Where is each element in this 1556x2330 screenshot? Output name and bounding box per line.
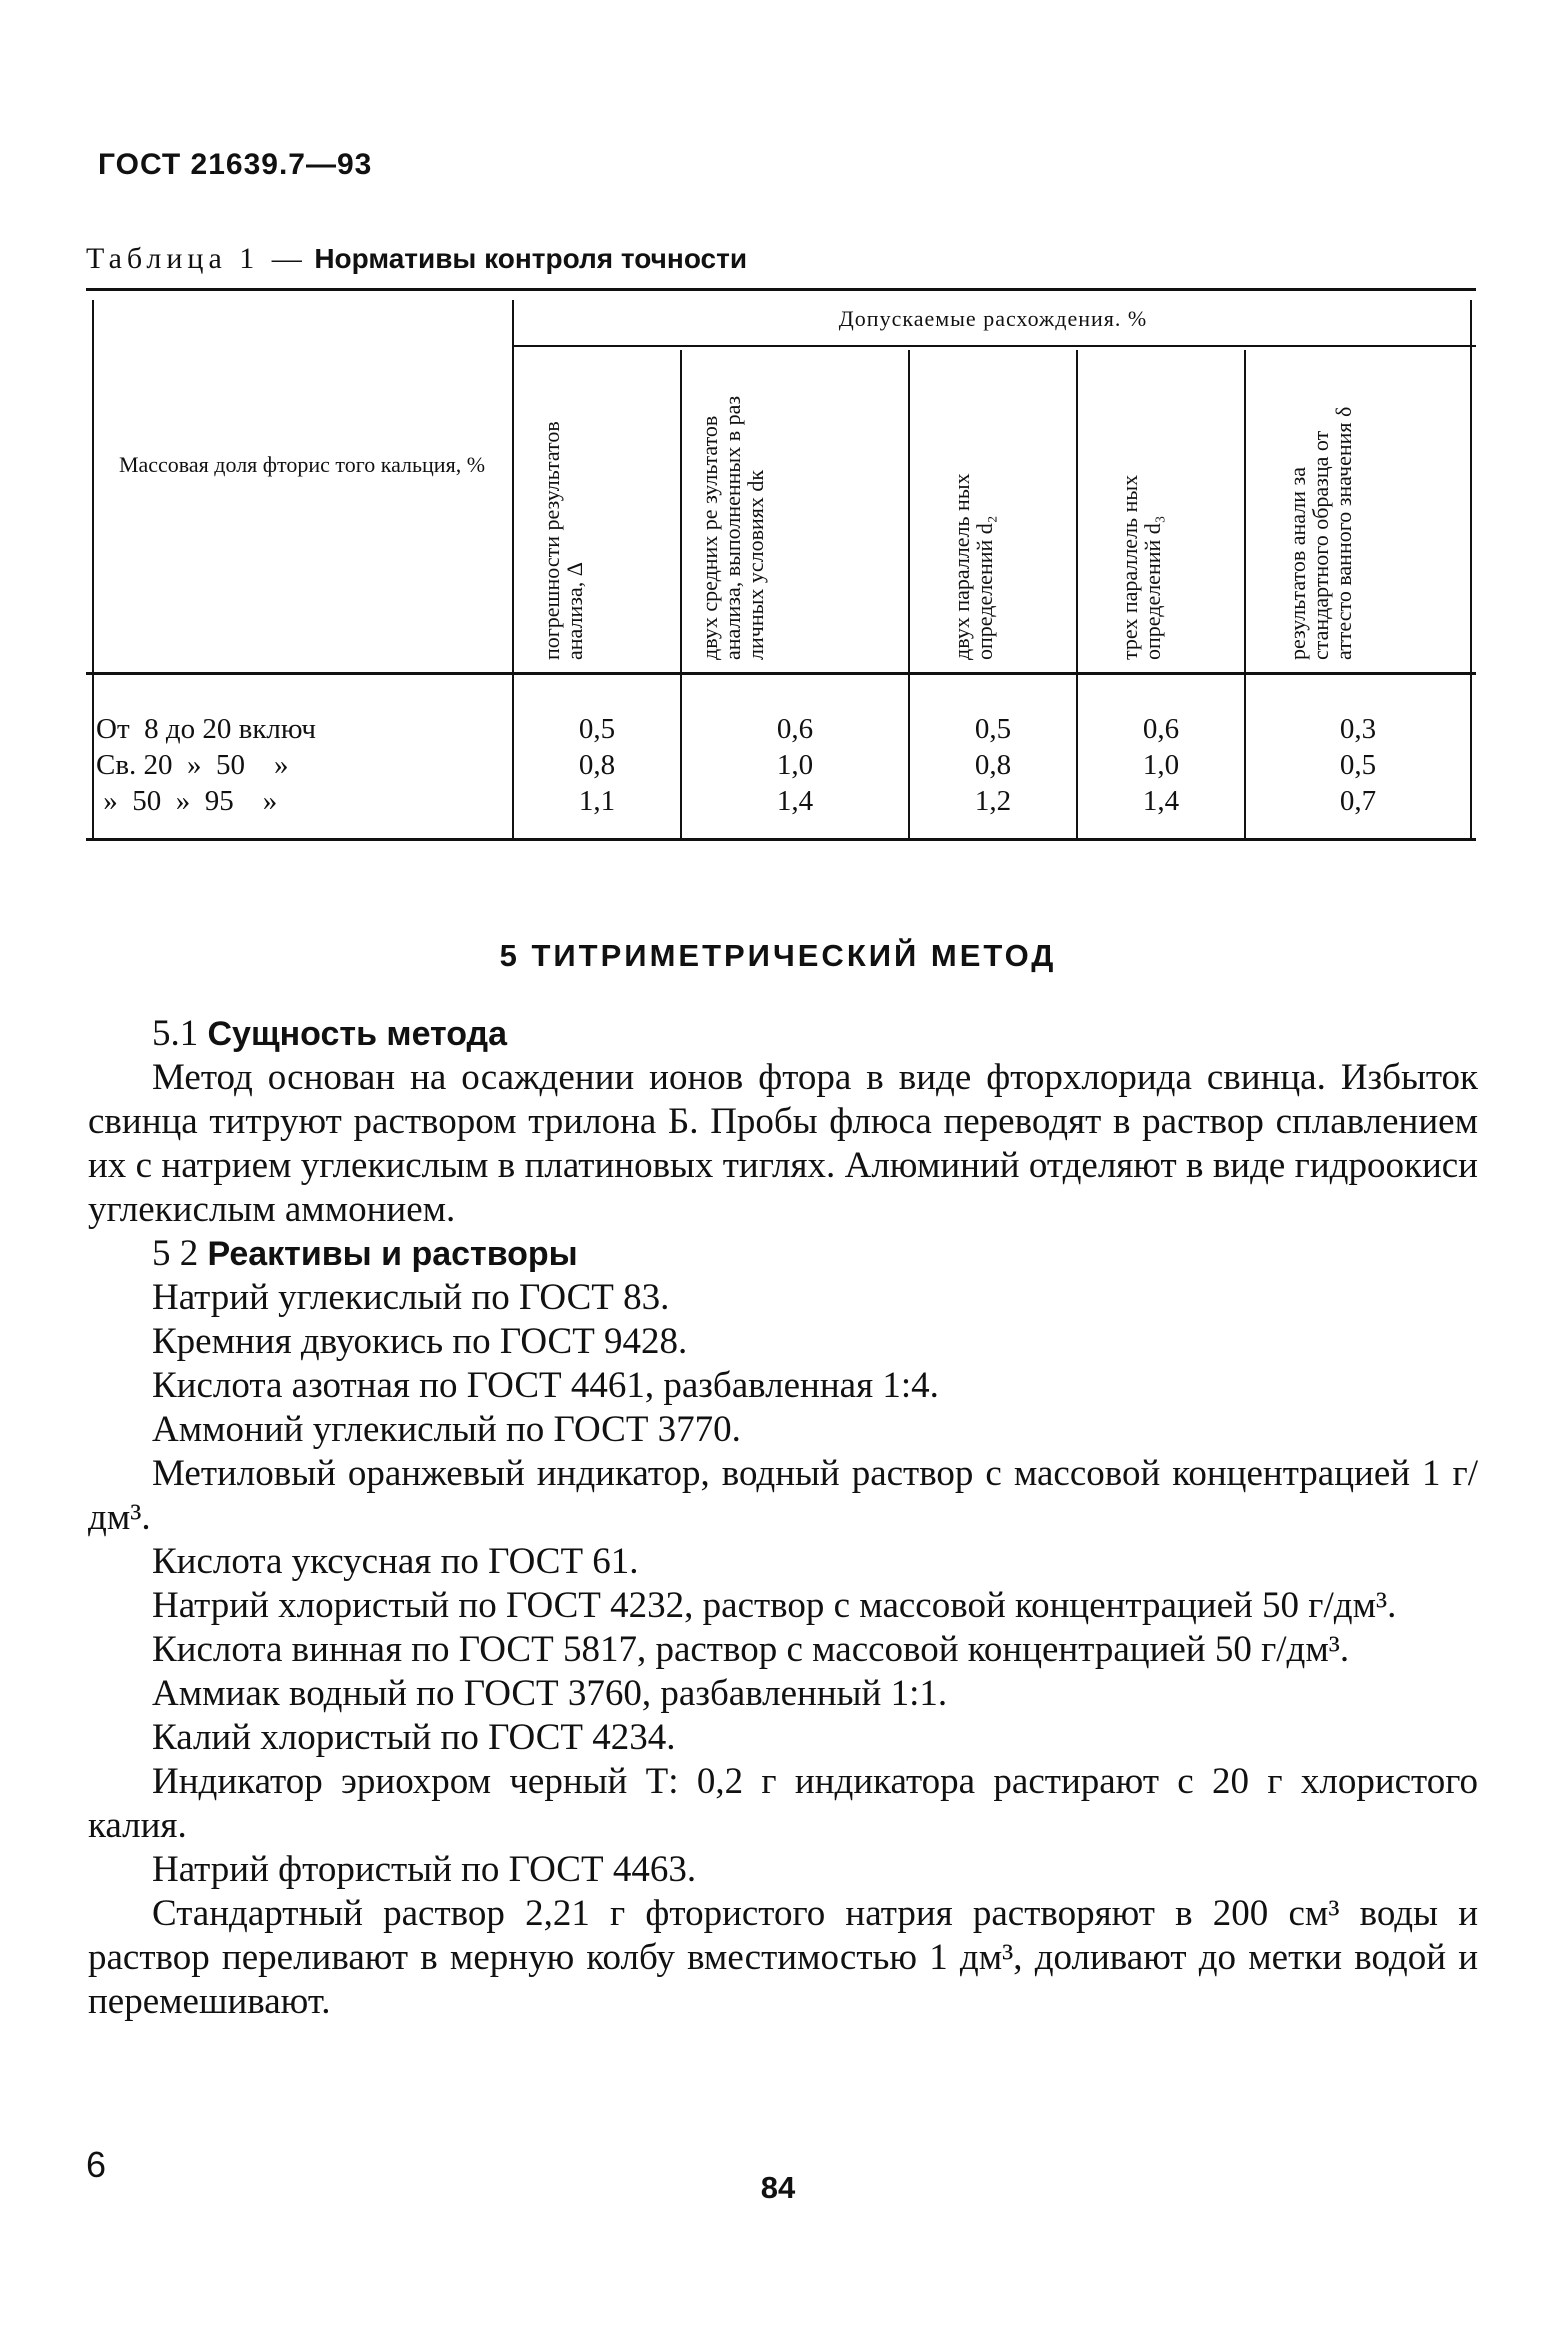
table-right-rule [1470, 300, 1472, 838]
column-header-fraction: Массовая доля фторис того кальция, % [118, 452, 486, 477]
table-cell: 0,5 [578, 713, 616, 745]
subsection-title: Сущность метода [207, 1015, 508, 1053]
reagent-item: Натрий углекислый по ГОСТ 83. [152, 1277, 670, 1318]
table-top-rule [86, 288, 1476, 291]
reagent-item: Аммиак водный по ГОСТ 3760, разбавленный 1:1. [152, 1673, 948, 1714]
subheader-col-1: погрешности результатов анализа, Δ [539, 421, 587, 660]
table-cell: 1,4 [776, 785, 814, 817]
table-cell: 0,8 [578, 749, 616, 781]
group-header-rule [512, 345, 1476, 347]
reagent-item: Натрий хлористый по ГОСТ 4232, раствор с массовой концентрацией 50 г/дм³. [152, 1585, 1397, 1626]
table-cell: 1,0 [1142, 749, 1180, 781]
table-left-rule [92, 300, 94, 838]
table-cell: 0,5 [1339, 749, 1377, 781]
paragraph: Метод основан на осаждении ионов фтора в виде фторхлорида свинца. Избыток свинца титруют раствором трилона Б. Пробы флюса переводят в раствор сплавлением их с натрием углекислым в платиновых тиглях. Алюминий отделяют в виде гидроокиси углекислым аммонием. [88, 1057, 1478, 1230]
reagent-item: Стандартный раствор 2,21 г фтористого натрия растворяют в 200 см³ воды и раствор переливают в мерную колбу вместимостью 1 дм³, доливают до метки водой и перемешивают. [88, 1893, 1478, 2022]
reagent-item: Кислота уксусная по ГОСТ 61. [152, 1541, 639, 1582]
table-cell: 1,2 [974, 785, 1012, 817]
table-cell: 0,6 [776, 713, 814, 745]
table-cell: 0,5 [974, 713, 1012, 745]
subsection-number: 5.1 [152, 1013, 199, 1054]
subheader-col-3: двух параллель ных определений d₂ [949, 473, 997, 660]
table-cell: 0,6 [1142, 713, 1180, 745]
group-header-deviations: Допускаемые расхождения. % [838, 306, 1148, 331]
reagent-item: Натрий фтористый по ГОСТ 4463. [152, 1849, 697, 1890]
reagent-item: Индикатор эриохром черный Т: 0,2 г индикатора растирают с 20 г хлористого калия. [88, 1761, 1478, 1846]
table-cell: 1,4 [1142, 785, 1180, 817]
table-row-label: Св. 20 » 50 » [96, 749, 289, 781]
reagent-item: Кислота винная по ГОСТ 5817, раствор с массовой концентрацией 50 г/дм³. [152, 1629, 1350, 1670]
table-caption [86, 242, 747, 276]
page-number: 84 [760, 2170, 796, 2205]
table-row-label: » 50 » 95 » [96, 785, 278, 817]
table-bottom-rule [86, 838, 1476, 841]
section-title: 5 ТИТРИМЕТРИЧЕСКИЙ МЕТОД [499, 938, 1057, 973]
document-id: ГОСТ 21639.7—93 [98, 148, 373, 181]
subheader-col-2: двух средних ре зультатов анализа, выполненных в раз личных условиях dк [697, 395, 768, 660]
reagent-item: Кремния двуокись по ГОСТ 9428. [152, 1321, 688, 1362]
subsection-title: Реактивы и растворы [207, 1235, 578, 1273]
section-body [88, 1012, 1478, 2024]
table-caption-label: Таблица 1 — [86, 242, 307, 275]
subheader-col-4: трех параллель ных определений d₃ [1117, 474, 1165, 660]
table-caption-title: Нормативы контроля точности [314, 243, 748, 274]
subsection-heading [88, 1232, 1478, 1276]
table-cell: 0,8 [974, 749, 1012, 781]
table-cell: 0,3 [1339, 713, 1377, 745]
header-bottom-rule [86, 672, 1476, 675]
reagent-item: Кислота азотная по ГОСТ 4461, разбавленная 1:4. [152, 1365, 939, 1406]
reagent-item: Калий хлористый по ГОСТ 4234. [152, 1717, 676, 1758]
table-cell: 0,7 [1339, 785, 1377, 817]
subheader-col-5: результатов анали за стандартного образца от аттесто ванного значения δ [1285, 406, 1356, 660]
subsection-number: 5 2 [152, 1233, 199, 1274]
subsection-heading [88, 1012, 1478, 1056]
table-row-label: От 8 до 20 включ [96, 713, 317, 745]
reagent-item: Метиловый оранжевый индикатор, водный раствор с массовой концентрацией 1 г/дм³. [88, 1453, 1478, 1538]
table-cell: 1,1 [578, 785, 616, 817]
table-cell: 1,0 [776, 749, 814, 781]
footer-left-number: 6 [86, 2144, 107, 2185]
reagent-item: Аммоний углекислый по ГОСТ 3770. [152, 1409, 741, 1450]
